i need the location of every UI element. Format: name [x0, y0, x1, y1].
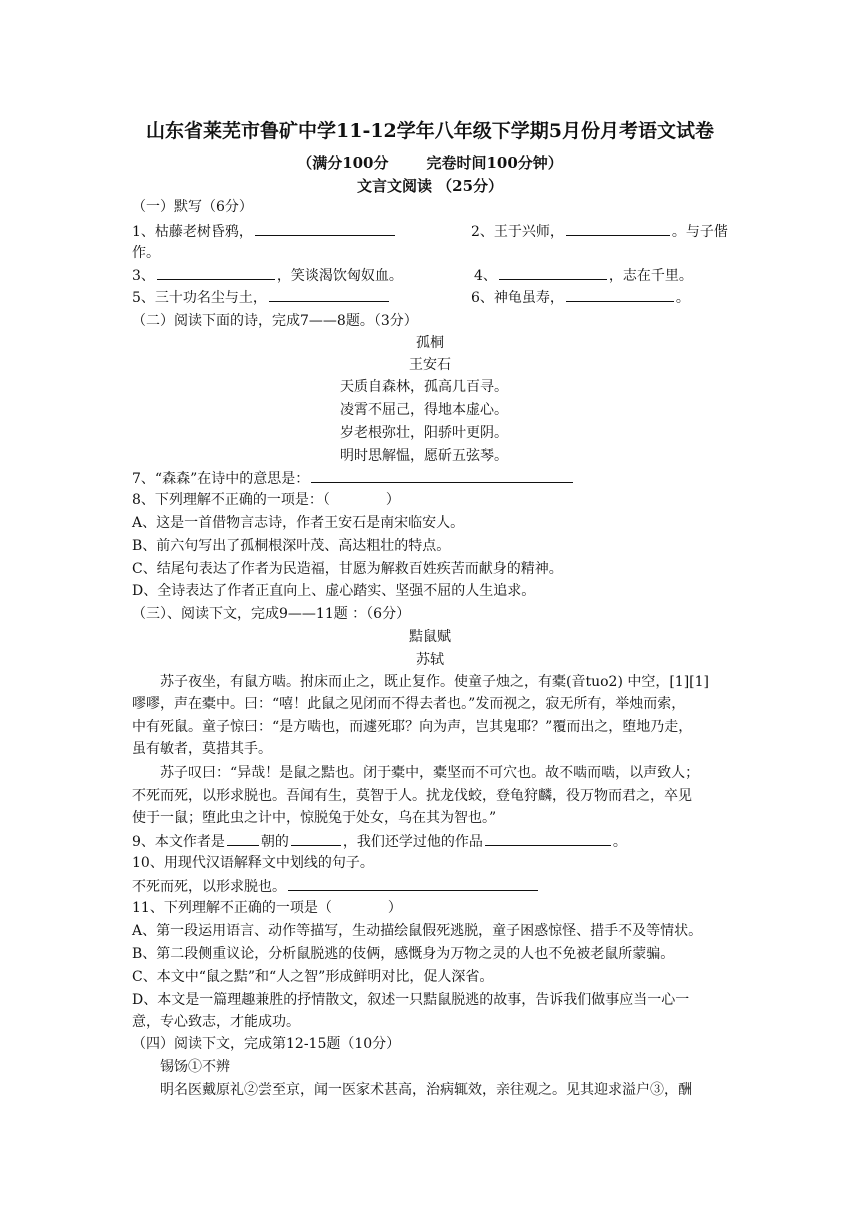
question-10-sentence: 不死而死，以形求脱也。: [132, 876, 540, 897]
question-2: 2、王于兴师， 。与子偕: [471, 221, 728, 242]
option-a: A、第一段运用语言、动作等描写，生动描绘鼠假死逃脱，童子困惑惊怪、措手不及等情状。: [132, 923, 703, 939]
answer-blank[interactable]: [566, 287, 674, 302]
question-9: 9、本文作者是 朝的 ，我们还学过他的作品 。: [132, 831, 627, 852]
passage-line: 不死而死，以形求脱也。吾闻有生，莫智于人。扰龙伐蛟，登龟狩麟，役万物而君之，卒见: [132, 788, 692, 804]
poem-line: 岁老根弥壮，阳骄叶更阴。: [340, 425, 508, 441]
passage-line: 苏子夜坐，有鼠方啮。拊床而止之，既止复作。使童子烛之，有橐(音tuo2) 中空，[1][1]: [160, 674, 710, 690]
passage-line: 嘐嘐，声在橐中。曰：“嘻！此鼠之见闭而不得去者也。”发而视之，寂无所有，举烛而索，: [132, 696, 686, 712]
option-d: D、全诗表达了作者正直向上、虚心踏实、坚强不屈的人生追求。: [132, 583, 536, 599]
answer-blank[interactable]: [291, 831, 341, 846]
option-c: C、本文中“鼠之黠”和“人之智”形成鲜明对比，促人深省。: [132, 969, 494, 985]
passage-line: 虽有敏者，莫措其手。: [132, 741, 272, 757]
answer-blank[interactable]: [255, 221, 395, 236]
option-d: D、本文是一篇理趣兼胜的抒情散文，叙述一只黠鼠脱逃的故事，告诉我们做事应当一心一: [132, 992, 690, 1008]
part4-heading: （四）阅读下文，完成第12-15题（10分）: [132, 1036, 401, 1052]
part1-heading: （一）默写（6分）: [132, 199, 253, 215]
passage-line: 使于一鼠；堕此虫之计中，惊脱兔于处女，乌在其为智也。”: [132, 810, 497, 826]
poem-title: 孤桐: [416, 335, 444, 351]
passage-line: 中有死鼠。童子惊曰：“是方啮也，而遽死耶？向为声，岂其鬼耶？”覆而出之，堕地乃走，: [132, 719, 693, 735]
poem-line: 明时思解愠，愿斫五弦琴。: [340, 448, 508, 464]
option-c: C、结尾句表达了作者为民造福，甘愿为解救百姓疾苦而献身的精神。: [132, 561, 563, 577]
exam-title: 山东省莱芜市鲁矿中学11-12学年八年级下学期5月份月考语文试卷: [146, 120, 714, 142]
text-author: 苏轼: [416, 652, 444, 668]
answer-blank[interactable]: [485, 831, 611, 846]
question-10: 10、用现代汉语解释文中划线的句子。: [132, 855, 374, 871]
answer-blank[interactable]: [227, 831, 259, 846]
poem-line: 凌霄不屈己，得地本虚心。: [340, 402, 508, 418]
passage-line: 明名医戴原礼②尝至京，闻一医家术甚高，治病辄效，亲往观之。见其迎求溢户③，酬: [160, 1082, 692, 1098]
part3-heading: （三）、阅读下文，完成9——11题 ：（6分）: [132, 606, 411, 622]
poem-author: 王安石: [409, 357, 451, 373]
question-8: 8、下列理解不正确的一项是：（ ）: [132, 492, 400, 508]
poem-line: 天质自森林，孤高几百寻。: [340, 379, 508, 395]
text-title: 锡饧①不辨: [160, 1059, 230, 1075]
answer-blank[interactable]: [288, 876, 538, 891]
question-7: 7、“森森”在诗中的意思是：: [132, 468, 575, 489]
option-d-continued: 意，专心致志，才能成功。: [132, 1014, 300, 1030]
answer-blank[interactable]: [499, 265, 607, 280]
question-5: 5、三十功名尘与土，: [132, 287, 391, 308]
question-4: 4、 ，志在千里。: [474, 265, 693, 286]
part2-heading: （二）阅读下面的诗，完成7——8题。（3分）: [132, 313, 418, 329]
section-heading: 文言文阅读 （25分）: [356, 177, 504, 195]
option-b: B、第二段侧重议论，分析鼠脱逃的伎俩，感慨身为万物之灵的人也不免被老鼠所蒙骗。: [132, 946, 675, 962]
passage-line: 苏子叹曰：“异哉！是鼠之黠也。闭于橐中，橐坚而不可穴也。故不啮而啮，以声致人；: [160, 765, 700, 781]
question-1: 1、枯藤老树昏鸦，: [132, 221, 397, 242]
question-3: 3、 ，笑谈渴饮匈奴血。: [132, 265, 403, 286]
exam-subtitle: [0, 152, 860, 173]
text-title: 黠鼠赋: [409, 629, 451, 645]
time-limit-label: 完卷时间100分钟）: [426, 154, 563, 172]
answer-blank[interactable]: [269, 287, 389, 302]
answer-blank[interactable]: [311, 468, 573, 483]
full-score-label: （满分100分: [297, 154, 389, 172]
answer-blank[interactable]: [157, 265, 275, 280]
question-6: 6、神龟虽寿， 。: [471, 287, 690, 308]
answer-blank[interactable]: [566, 221, 670, 236]
option-b: B、前六句写出了孤桐根深叶茂、高达粗壮的特点。: [132, 538, 451, 554]
question-2-continued: 作。: [132, 245, 160, 261]
question-11: 11、下列理解不正确的一项是（ ）: [132, 900, 402, 916]
option-a: A、这是一首借物言志诗，作者王安石是南宋临安人。: [132, 515, 465, 531]
